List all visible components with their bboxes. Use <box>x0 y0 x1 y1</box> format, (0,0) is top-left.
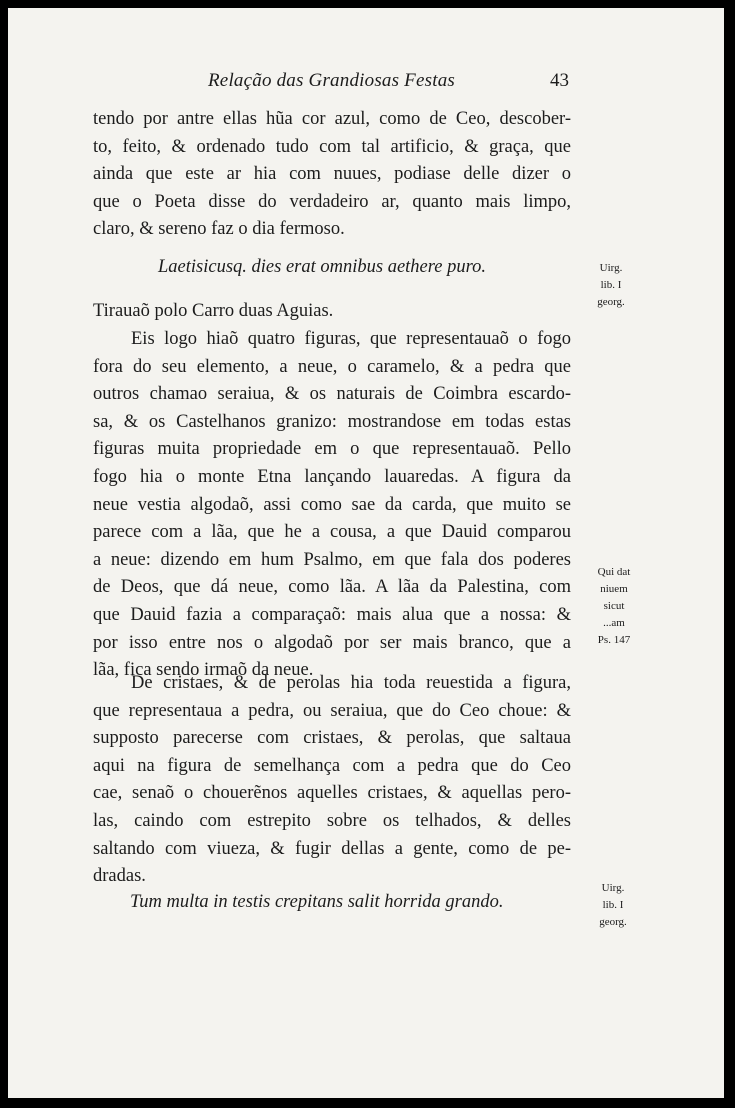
text-line: dradas. <box>93 866 146 887</box>
text-line: to, feito, & ordenado tudo com tal artificio, & graça, que <box>93 136 571 157</box>
paragraph-1 <box>93 106 571 244</box>
note-line: Uirg. <box>599 262 623 274</box>
text-line: que o Poeta disse do verdadeiro ar, quanto mais limpo, <box>93 191 571 212</box>
note-line: lib. I <box>600 279 622 291</box>
text-line: fora do seu elemento, a neue, o caramelo, & a pedra que <box>93 356 571 377</box>
line-tirauao: Tirauaõ polo Carro duas Aguias. <box>93 301 334 321</box>
text-line: figuras muita propriedade em o que representauaõ. Pello <box>93 439 571 460</box>
latin-verse-1: Laetisicusq. dies erat omnibus aethere puro. <box>158 257 487 277</box>
note-line: Qui dat <box>597 566 631 578</box>
text-line: tendo por antre ellas hũa cor azul, como de Ceo, descober- <box>93 109 571 129</box>
book-page <box>8 8 724 1098</box>
text-line: sa, & os Castelhanos granizo: mostrandose em todas estas <box>93 411 571 432</box>
note-line: Uirg. <box>601 882 625 894</box>
margin-note-virgil-2 <box>588 880 638 931</box>
text-line: outros chamao seraiua, & os naturais de Coimbra escardo- <box>93 384 571 405</box>
note-line: ...am <box>603 617 625 629</box>
text-line: a neue: dizendo em hum Psalmo, em que fala dos poderes <box>93 549 571 570</box>
text-line: saltando com viueza, & fugir dellas a gente, como de pe- <box>93 838 571 859</box>
text-line: cae, senaõ o chouerẽnos aquelles cristaes, & aquellas pero- <box>93 783 571 804</box>
text-line: ainda que este ar hia com nuues, podiase delle dizer o <box>93 164 571 185</box>
text-line: lãa, fica sendo irmaõ da neue. <box>93 660 314 681</box>
text-line: fogo hia o monte Etna lançando lauaredas. A figura da <box>93 466 571 487</box>
text-line: claro, & sereno faz o dia fermoso. <box>93 219 345 240</box>
text-line: neue vestia algodaõ, assi como sae da carda, que muito se <box>93 494 571 515</box>
running-title: Relação das Grandiosas Festas <box>208 70 455 91</box>
text-line: que Dauid fazia a comparaçaõ: mais alua que a nossa: & <box>93 604 571 625</box>
note-line: Ps. 147 <box>597 634 631 646</box>
paragraph-3 <box>93 670 571 891</box>
margin-note-psalm <box>588 564 640 649</box>
note-line: lib. I <box>602 899 624 911</box>
text-line: De cristaes, & de perolas hia toda reuestida a figura, <box>131 673 571 693</box>
page-number: 43 <box>550 70 569 91</box>
text-line: de Deos, que dá neue, como lãa. A lãa da Palestina, com <box>93 577 571 598</box>
text-line: parece com a lãa, que he a cousa, a que Dauid comparou <box>93 522 571 543</box>
text-line: por isso entre nos o algodaõ por ser mais branco, que a <box>93 632 571 653</box>
note-line: georg. <box>599 916 627 928</box>
latin-verse-2: Tum multa in testis crepitans salit horrida grando. <box>130 892 504 912</box>
note-line: georg. <box>597 296 625 308</box>
text-line: las, caindo com estrepito sobre os telhados, & delles <box>93 810 571 831</box>
paragraph-2 <box>93 326 571 685</box>
text-line: supposto parecerse com cristaes, & perolas, que saltaua <box>93 728 571 749</box>
note-line: sicut <box>603 600 625 612</box>
margin-note-virgil-1 <box>586 260 636 311</box>
text-line: Eis logo hiaõ quatro figuras, que representauaõ o fogo <box>131 329 571 349</box>
note-line: niuem <box>600 583 628 595</box>
text-line: aqui na figura de semelhança com a pedra que do Ceo <box>93 755 571 776</box>
text-line: que representaua a pedra, ou seraiua, que do Ceo choue: & <box>93 700 571 721</box>
